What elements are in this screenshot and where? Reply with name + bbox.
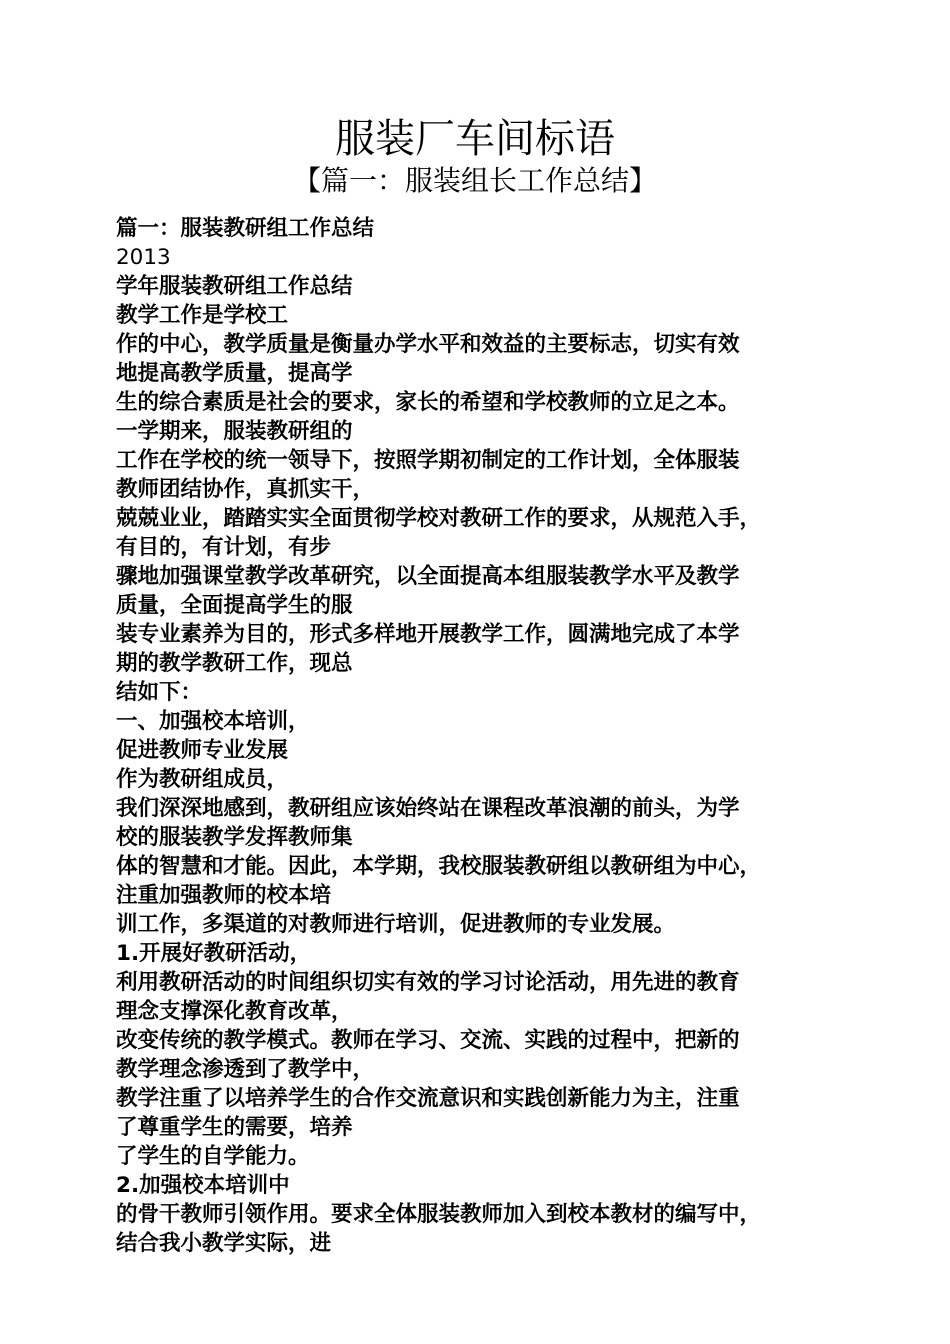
text-line: 兢兢业业，踏踏实实全面贯彻学校对教研工作的要求，从规范入手，: [116, 506, 762, 531]
subsection-heading: 2.加强校本培训中: [116, 1173, 290, 1198]
page-subtitle: 【篇一：服装组长工作总结】: [292, 164, 657, 197]
document-body: [116, 214, 846, 1258]
text-line: 理念支撑深化教育改革，: [116, 999, 353, 1024]
text-line: 生的综合素质是社会的要求，家长的希望和学校教师的立足之本。: [116, 390, 740, 415]
text-line: 体的智慧和才能。因此，本学期，我校服装教研组以教研组为中心，: [116, 854, 762, 879]
page-title: 服装厂车间标语: [335, 116, 615, 162]
text-line: 利用教研活动的时间组织切实有效的学习讨论活动，用先进的教育: [116, 970, 740, 995]
text-line: 有目的，有计划，有步: [116, 535, 332, 560]
text-line: 教学注重了以培养学生的合作交流意识和实践创新能力为主，注重: [116, 1086, 740, 1111]
text-line: 装专业素养为目的，形式多样地开展教学工作，圆满地完成了本学: [116, 622, 740, 647]
text-line: 的骨干教师引领作用。要求全体服装教师加入到校本教材的编写中，: [116, 1202, 762, 1227]
text-line: 我们深深地感到，教研组应该始终站在课程改革浪潮的前头，为学: [116, 796, 740, 821]
text-line: 结合我小教学实际，进: [116, 1231, 332, 1256]
text-line: 改变传统的教学模式。教师在学习、交流、实践的过程中，把新的: [116, 1028, 740, 1053]
text-line: 作的中心，教学质量是衡量办学水平和效益的主要标志，切实有效: [116, 332, 740, 357]
text-line: 地提高教学质量，提高学: [116, 361, 353, 386]
text-line: 校的服装教学发挥教师集: [116, 825, 353, 850]
text-line: 注重加强教师的校本培: [116, 883, 332, 908]
text-line: 学年服装教研组工作总结: [116, 274, 353, 299]
text-line: 2013: [116, 245, 171, 270]
subsection-heading: 1.开展好教研活动，: [116, 941, 312, 966]
text-line: 质量，全面提高学生的服: [116, 593, 353, 618]
text-line: 教师团结协作，真抓实干，: [116, 477, 375, 502]
text-line: 工作在学校的统一领导下，按照学期初制定的工作计划，全体服装: [116, 448, 740, 473]
text-line: 教学工作是学校工: [116, 303, 289, 328]
section-heading: 一、加强校本培训，: [116, 709, 310, 734]
text-line: 了尊重学生的需要，培养: [116, 1115, 353, 1140]
text-line: 训工作，多渠道的对教师进行培训，促进教师的专业发展。: [116, 912, 676, 937]
text-line: 结如下：: [116, 680, 203, 705]
text-line: 作为教研组成员，: [116, 767, 289, 792]
text-line: 教学理念渗透到了教学中，: [116, 1057, 375, 1082]
text-line: 期的教学教研工作，现总: [116, 651, 353, 676]
section-heading: 促进教师专业发展: [116, 738, 289, 763]
text-line: 一学期来，服装教研组的: [116, 419, 353, 444]
text-line: 了学生的自学能力。: [116, 1144, 310, 1169]
text-line: 骤地加强课堂教学改革研究，以全面提高本组服装教学水平及教学: [116, 564, 740, 589]
text-line: 篇一：服装教研组工作总结: [116, 216, 375, 241]
